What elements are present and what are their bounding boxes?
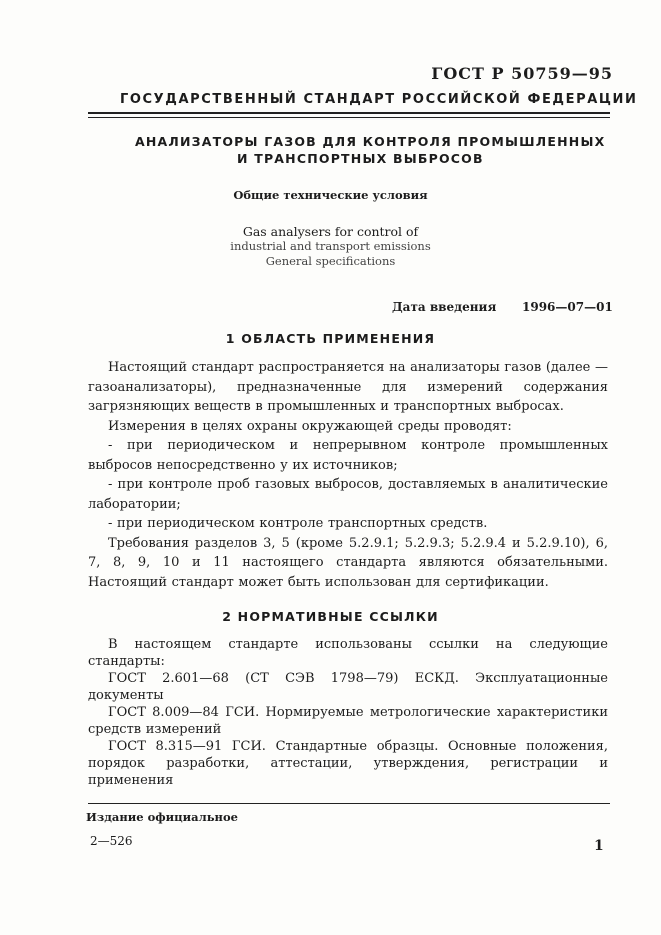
section-1-body <box>88 358 608 592</box>
title-line-1: АНАЛИЗАТОРЫ ГАЗОВ ДЛЯ КОНТРОЛЯ ПРОМЫШЛЕННЫХ <box>135 134 606 149</box>
folio-number: 2—526 <box>90 834 133 848</box>
document-code: ГОСТ Р 50759—95 <box>431 64 613 83</box>
footer-rule <box>88 803 610 804</box>
title-line-2: И ТРАНСПОРТНЫХ ВЫБРОСОВ <box>237 151 484 166</box>
section-2-heading: 2 НОРМАТИВНЫЕ ССЫЛКИ <box>222 609 439 624</box>
english-title <box>0 224 661 269</box>
paragraph: Настоящий стандарт распространяется на анализаторы газов (далее — газоанализаторы), предназначенные для измерений содержания загрязняющих веществ в промышленных и транспортных выбросах. <box>88 360 608 414</box>
list-item: - при контроле проб газовых выбросов, доставляемых в аналитические лаборатории; <box>88 477 608 512</box>
reference-item: ГОСТ 8.315—91 ГСИ. Стандартные образцы. Основные положения, порядок разработки, аттестации, утверждения, регистрации и применения <box>88 739 608 788</box>
effective-date-label: Дата введения <box>392 300 497 314</box>
english-title-line-1: Gas analysers for control of <box>242 224 419 239</box>
section-1-heading: 1 ОБЛАСТЬ ПРИМЕНЕНИЯ <box>225 331 436 346</box>
english-title-line-3: General specifications <box>265 254 396 268</box>
reference-item: ГОСТ 8.009—84 ГСИ. Нормируемые метрологические характеристики средств измерений <box>88 705 608 737</box>
edition-note: Издание официальное <box>86 810 238 824</box>
paragraph: Измерения в целях охраны окружающей среды проводят: <box>108 418 512 434</box>
document-title <box>135 133 606 167</box>
paragraph: Требования разделов 3, 5 (кроме 5.2.9.1; 5.2.9.3; 5.2.9.4 и 5.2.9.10), 6, 7, 8, 9, 10 и 11 настоящего стандарта являются обязательными. Настоящий стандарт может быть использован для сертификации. <box>88 535 608 590</box>
header-rule <box>88 112 610 114</box>
state-standard-title: ГОСУДАРСТВЕННЫЙ СТАНДАРТ РОССИЙСКОЙ ФЕДЕРАЦИИ <box>120 92 638 107</box>
list-item: - при периодическом контроле транспортных средств. <box>108 516 488 531</box>
section-2-body <box>88 636 608 789</box>
english-title-line-2: industrial and transport emissions <box>230 239 431 253</box>
header-rule-thin <box>88 117 610 118</box>
document-subtitle: Общие технические условия <box>233 188 428 202</box>
list-item: - при периодическом и непрерывном контроле промышленных выбросов непосредственно у их источников; <box>88 438 608 473</box>
page-number: 1 <box>594 838 604 854</box>
paragraph: В настоящем стандарте использованы ссылки на следующие стандарты: <box>88 637 608 669</box>
effective-date-value: 1996—07—01 <box>522 300 613 314</box>
reference-item: ГОСТ 2.601—68 (СТ СЭВ 1798—79) ЕСКД. Эксплуатационные документы <box>88 671 608 703</box>
